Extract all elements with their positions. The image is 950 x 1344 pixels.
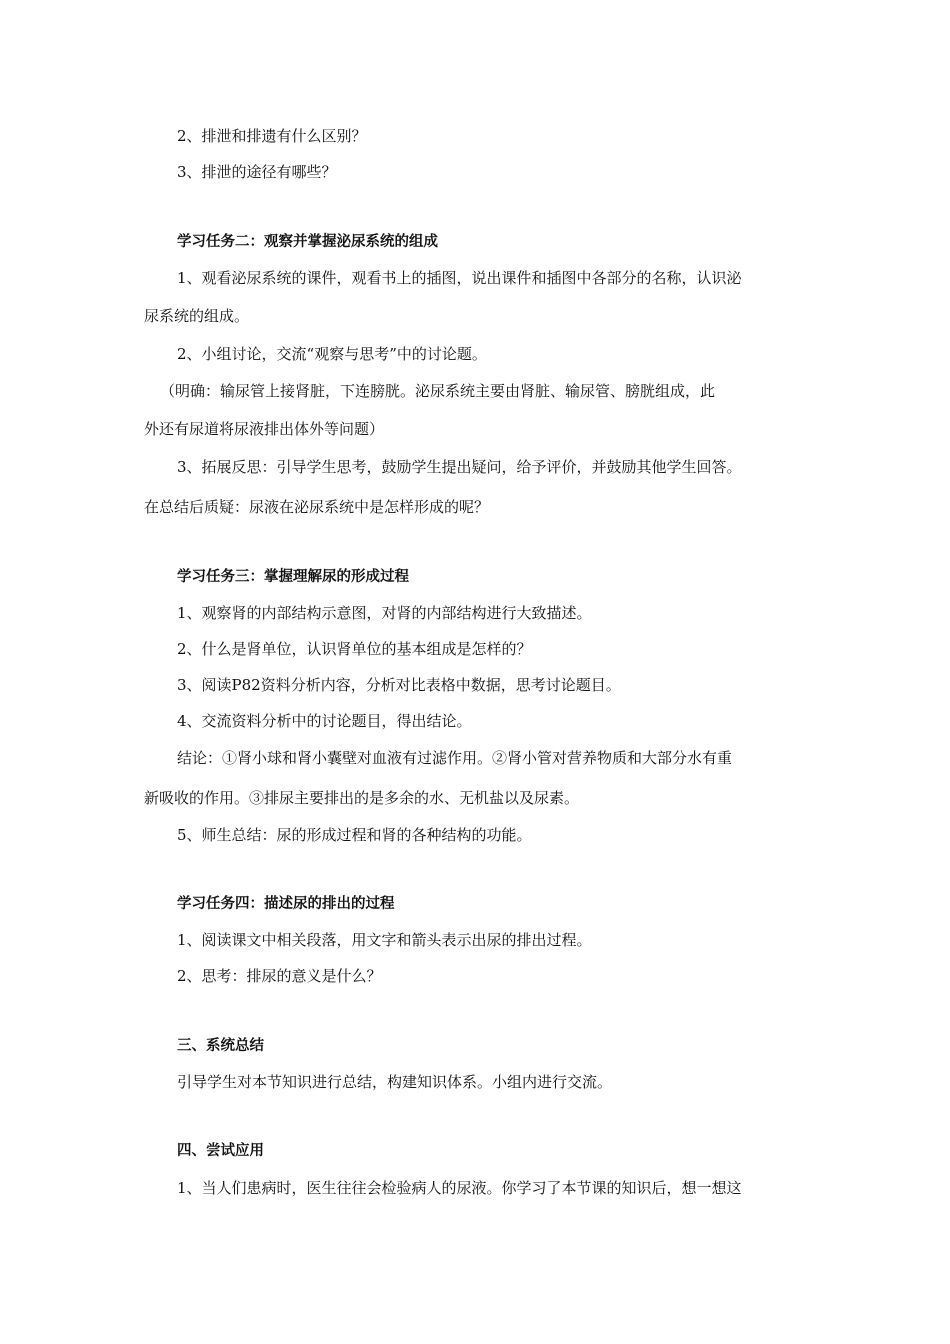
task2-paragraph-3-line-2: 在总结后质疑：尿液在泌尿系统中是怎样形成的呢？ xyxy=(144,498,490,516)
task4-heading: 学习任务四：描述尿的排出的过程 xyxy=(177,896,395,912)
task2-paragraph-1-line-2: 尿系统的组成。 xyxy=(144,307,250,325)
intro-question-2: 2、排泄和排遗有什么区别？ xyxy=(177,127,367,145)
task2-heading: 学习任务二：观察并掌握泌尿系统的组成 xyxy=(177,234,438,250)
section4-paragraph-1: 1、当人们患病时，医生往往会检验病人的尿液。你学习了本节课的知识后，想一想这 xyxy=(177,1179,742,1197)
task4-paragraph-2: 2、思考：排尿的意义是什么？ xyxy=(177,967,382,985)
section3-heading: 三、系统总结 xyxy=(177,1038,264,1054)
task2-note-line-1: （明确：输尿管上接肾脏，下连膀胱。泌尿系统主要由肾脏、输尿管、膀胱组成，此 xyxy=(160,382,716,400)
task2-paragraph-1-line-1: 1、观看泌尿系统的课件，观看书上的插图，说出课件和插图中各部分的名称，认识泌 xyxy=(177,269,742,287)
task2-paragraph-3-line-1: 3、拓展反思：引导学生思考，鼓励学生提出疑问，给予评价，并鼓励其他学生回答。 xyxy=(177,458,742,476)
task3-heading: 学习任务三：掌握理解尿的形成过程 xyxy=(177,569,409,585)
task3-paragraph-5: 5、师生总结：尿的形成过程和肾的各种结构的功能。 xyxy=(177,826,532,844)
intro-question-3: 3、排泄的途径有哪些？ xyxy=(177,163,337,181)
task3-conclusion-line-2: 新吸收的作用。③排尿主要排出的是多余的水、无机盐以及尿素。 xyxy=(144,789,580,807)
task4-paragraph-1: 1、阅读课文中相关段落，用文字和箭头表示出尿的排出过程。 xyxy=(177,931,592,949)
task2-paragraph-2: 2、小组讨论，交流“观察与思考”中的讨论题。 xyxy=(177,345,487,363)
section3-paragraph-1: 引导学生对本节知识进行总结，构建知识体系。小组内进行交流。 xyxy=(177,1073,613,1091)
task3-paragraph-1: 1、观察肾的内部结构示意图，对肾的内部结构进行大致描述。 xyxy=(177,604,592,622)
task3-conclusion-line-1: 结论：①肾小球和肾小囊壁对血液有过滤作用。②肾小管对营养物质和大部分水有重 xyxy=(177,749,733,767)
task3-paragraph-4: 4、交流资料分析中的讨论题目，得出结论。 xyxy=(177,712,472,730)
section4-heading: 四、尝试应用 xyxy=(177,1143,264,1159)
task3-paragraph-2: 2、什么是肾单位，认识肾单位的基本组成是怎样的？ xyxy=(177,640,532,658)
task3-paragraph-3: 3、阅读P82资料分析内容，分析对比表格中数据，思考讨论题目。 xyxy=(177,676,621,694)
task2-note-line-2: 外还有尿道将尿液排出体外等问题） xyxy=(144,420,385,438)
